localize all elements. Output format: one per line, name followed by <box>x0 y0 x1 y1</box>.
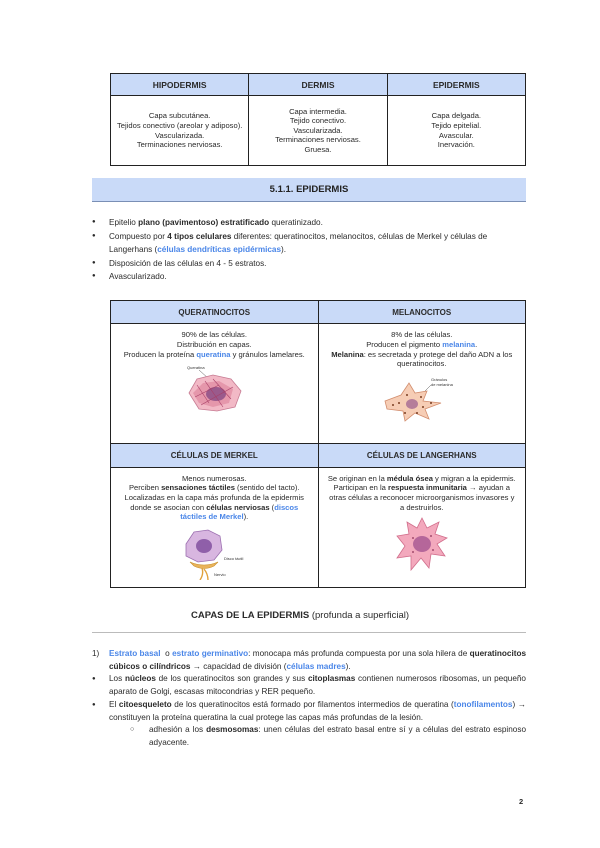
text: Los <box>109 674 125 684</box>
layers-list <box>92 648 526 750</box>
cell-line: Terminaciones nerviosas. <box>275 135 361 145</box>
cell-line: Capa intermedia. <box>289 106 347 116</box>
header-langerhans: CÉLULAS DE LANGERHANS <box>318 444 526 467</box>
bold-text: plano (pavimentoso) estratificado <box>138 218 270 227</box>
divider <box>92 632 526 633</box>
melanocyte-illustration <box>379 373 465 423</box>
text: → ayudan a otras células a reconocer microorganismos invasores y a destruirlos. <box>329 483 515 512</box>
header-queratinocitos: QUERATINOCITOS <box>111 301 319 324</box>
bold-text: sensaciones táctiles <box>161 483 235 493</box>
table-header-row <box>111 444 526 467</box>
text: diferentes: queratinocitos, melanocitos, células de Merkel y células de Langerhans ( <box>109 231 488 254</box>
table-header-row <box>111 74 526 96</box>
list-item: ● Avascularizado. <box>92 270 532 284</box>
cell-line <box>327 474 518 484</box>
list-item <box>92 230 532 257</box>
langerhans-cell-illustration <box>395 516 449 572</box>
bold-text: respuesta inmunitaria <box>387 483 467 493</box>
cell-line: Tejido conectivo. <box>289 116 347 126</box>
bold-text: desmosomas <box>206 725 259 735</box>
text: . <box>475 339 478 349</box>
bold-text: médula ósea <box>386 473 433 483</box>
highlight-text: discos táctiles de Merkel <box>180 502 299 522</box>
cell-line: Vascularizada. <box>155 130 205 140</box>
bold-text: citoplasmas <box>307 674 356 684</box>
epidermis-bullets <box>92 216 532 284</box>
header-hipodermis: HIPODERMIS <box>111 74 249 96</box>
text: ) → constituyen la proteína queratina la cual protege las capas más profundas de la lesión. <box>109 699 526 722</box>
merkel-cell-illustration <box>174 526 254 580</box>
image-label: Gránulos <box>430 376 447 382</box>
header-merkel: CÉLULAS DE MERKEL <box>111 444 319 467</box>
bold-text: citoesqueleto <box>118 699 172 709</box>
cell-queratinocitos <box>111 324 319 444</box>
text: de los queratinocitos está formado por filamentos intermedios de queratina ( <box>171 699 454 709</box>
bullet-icon: ● <box>92 676 96 683</box>
cell-line: Terminaciones nerviosas. <box>136 140 223 150</box>
cell-line <box>327 483 518 512</box>
text: Perciben <box>128 483 162 493</box>
highlight-text: células madres <box>286 661 346 671</box>
bold-text: queratinocitos cúbicos o cilíndricos <box>109 649 527 671</box>
highlight-text: células dendríticas epidérmicas <box>157 245 282 254</box>
cell-line: Distribución en capas. <box>176 339 252 349</box>
text: adhesión a los <box>149 725 207 735</box>
text: Compuesto por <box>109 231 168 241</box>
header-dermis: DERMIS <box>249 74 387 96</box>
bold-text: Melanina <box>331 349 364 359</box>
text: ). <box>345 661 351 671</box>
image-label: Disco táctil <box>224 555 244 561</box>
text: → capacidad de división ( <box>190 661 287 671</box>
page-number: 2 <box>519 797 524 806</box>
cell-line: Avascular. <box>438 130 474 140</box>
cell-hipodermis <box>111 96 249 166</box>
text: o <box>160 649 173 658</box>
cell-line: Tejido epitelial. <box>431 120 482 130</box>
list-item <box>92 216 532 230</box>
image-label: Nervio <box>214 571 226 577</box>
section-title: 5.1.1. EPIDERMIS <box>92 178 526 202</box>
cell-line: Vascularizada. <box>293 125 343 135</box>
header-epidermis: EPIDERMIS <box>387 74 525 96</box>
highlight-text: tonofilamentos <box>453 699 513 709</box>
text: : monocapa más profunda compuesta por una sola hilera de <box>248 649 470 658</box>
cell-line <box>119 483 310 493</box>
text: queratinizado. <box>269 218 323 227</box>
cell-epidermis <box>387 96 525 166</box>
bold-text: núcleos <box>124 674 156 684</box>
list-item <box>92 648 526 673</box>
circle-bullet-icon: ○ <box>130 726 135 734</box>
layers-heading <box>0 610 600 621</box>
bold-text: CAPAS DE LA EPIDERMIS <box>190 610 310 621</box>
cell-line: Tejidos conectivo (areolar y adiposo). <box>116 120 243 130</box>
text: : unen células del estrato basal entre sí y a células del estrato espinoso adyacente. <box>149 725 526 747</box>
text: ). <box>281 245 287 254</box>
highlight-text: queratina <box>196 349 231 359</box>
cell-line <box>119 350 310 360</box>
cell-line: 8% de las células. <box>391 330 453 340</box>
list-item: ● Disposición de las células en 4 - 5 estratos. <box>92 257 532 271</box>
text: Localizadas en la capa más profunda de la epidermis donde se asocian con <box>124 493 304 512</box>
cell-line <box>327 350 518 369</box>
text: Epitelio <box>109 218 139 227</box>
highlight-text: estrato germinativo <box>172 649 249 658</box>
highlight-text: melanina <box>442 339 476 349</box>
table-row <box>111 467 526 587</box>
text: El <box>109 699 119 709</box>
cell-merkel <box>111 467 319 587</box>
image-label: Queratina <box>187 365 205 371</box>
list-item <box>92 673 526 698</box>
bold-text: 4 tipos celulares <box>167 231 232 241</box>
text: Producen el pigmento <box>366 339 443 349</box>
text: Producen la proteína <box>123 349 197 359</box>
text: y migran a la epidermis. <box>432 473 516 483</box>
cell-dermis <box>249 96 387 166</box>
cell-line <box>119 493 310 522</box>
table-header-row <box>111 301 526 324</box>
table-row <box>111 324 526 444</box>
text: Participan en la <box>333 483 388 493</box>
text: (profunda a superficial) <box>309 610 410 621</box>
bold-text: células nerviosas <box>206 502 270 512</box>
bullet-icon: ● <box>92 701 96 708</box>
header-melanocitos: MELANOCITOS <box>318 301 526 324</box>
text: y gránulos lamelares. <box>230 349 305 359</box>
cell-langerhans <box>318 467 526 587</box>
cell-line: Capa delgada. <box>431 111 482 121</box>
cell-line <box>327 340 518 350</box>
text: ). <box>243 512 249 522</box>
text: Se originan en la <box>327 473 387 483</box>
list-item <box>92 724 526 749</box>
image-label: de melanina <box>430 381 453 387</box>
cell-line: Menos numerosas. <box>181 473 247 483</box>
skin-layers-table <box>110 73 526 166</box>
text: : es secretada y protege del daño ADN a los queratinocitos. <box>363 349 513 369</box>
text: ( <box>269 502 275 512</box>
cell-line: Capa subcutánea. <box>148 111 211 121</box>
cell-line: 90% de las células. <box>181 330 247 340</box>
highlight-text: Estrato basal <box>109 649 161 658</box>
cell-types-table <box>110 300 526 588</box>
text: contienen numerosos ribosomas, un pequeño aparato de Golgi, escasas mitocondrias y RER pequeño. <box>109 674 526 697</box>
cell-line: Inervación. <box>437 140 475 150</box>
text: (sentido del tacto). <box>234 483 300 493</box>
keratinocyte-illustration <box>179 363 249 415</box>
list-item <box>92 699 526 724</box>
text: de los queratinocitos son grandes y sus <box>155 674 308 684</box>
cell-melanocitos <box>318 324 526 444</box>
cell-line: Gruesa. <box>304 144 332 154</box>
table-row <box>111 96 526 166</box>
item-number: 1) <box>92 649 100 658</box>
